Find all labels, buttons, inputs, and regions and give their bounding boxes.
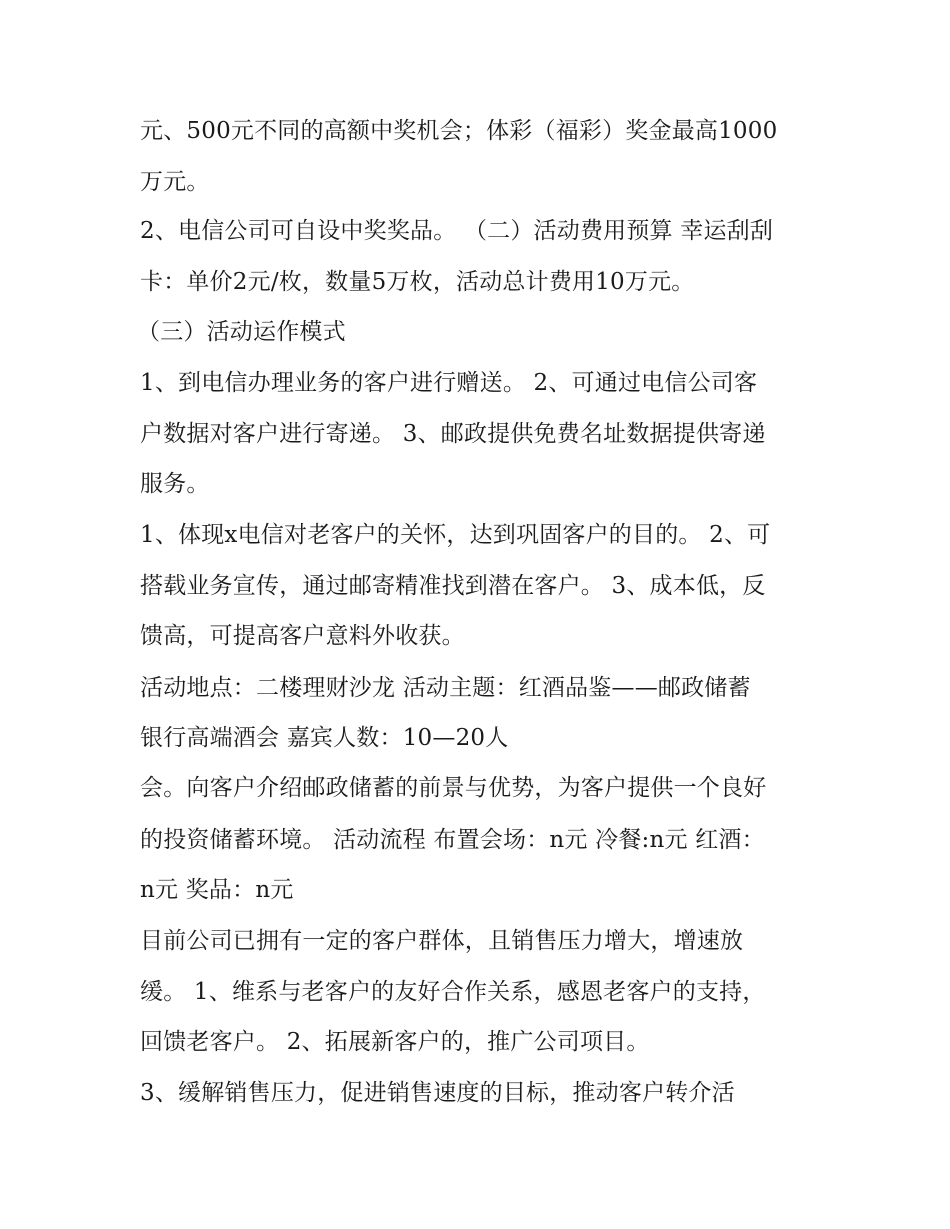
text-line-8: 服务。	[140, 471, 210, 497]
text-line-9: 1、体现x电信对老客户的关怀，达到巩固客户的目的。 2、可	[140, 522, 771, 548]
text-line-18: 缓。 1、维系与老客户的友好合作关系，感恩老客户的支持，	[140, 979, 766, 1005]
text-line-20: 3、缓解销售压力，促进销售速度的目标，推动客户转介活	[140, 1080, 735, 1106]
text-line-6: 1、到电信办理业务的客户进行赠送。 2、可通过电信公司客	[140, 370, 758, 396]
text-line-19: 回馈老客户。 2、拓展新客户的，推广公司项目。	[140, 1029, 650, 1055]
section-heading-operation-mode: （三）活动运作模式	[137, 319, 346, 345]
text-line-16: n元 奖品：n元	[140, 877, 294, 903]
text-line-15: 的投资储蓄环境。 活动流程 布置会场：n元 冷餐:n元 红酒：	[140, 827, 765, 853]
text-line-7: 户数据对客户进行寄递。 3、邮政提供免费名址数据提供寄递	[140, 421, 766, 447]
text-line-14: 会。向客户介绍邮政储蓄的前景与优势，为客户提供一个良好	[140, 775, 767, 801]
text-line-2: 万元。	[140, 169, 210, 195]
text-line-12: 活动地点：二楼理财沙龙 活动主题：红酒品鉴——邮政储蓄	[140, 675, 751, 701]
text-line-1: 元、500元不同的高额中奖机会；体彩（福彩）奖金最高1000	[140, 118, 778, 144]
text-line-4: 卡：单价2元/枚，数量5万枚，活动总计费用10万元。	[140, 269, 695, 295]
text-line-10: 搭载业务宣传，通过邮寄精准找到潜在客户。 3、成本低，反	[140, 573, 766, 599]
text-line-17: 目前公司已拥有一定的客户群体，且销售压力增大，增速放	[140, 928, 744, 954]
text-line-11: 馈高，可提高客户意料外收获。	[140, 623, 465, 649]
text-line-3: 2、电信公司可自设中奖奖品。 （二）活动费用预算 幸运刮刮	[140, 218, 774, 244]
text-line-13: 银行高端酒会 嘉宾人数：10—20人	[140, 725, 509, 751]
